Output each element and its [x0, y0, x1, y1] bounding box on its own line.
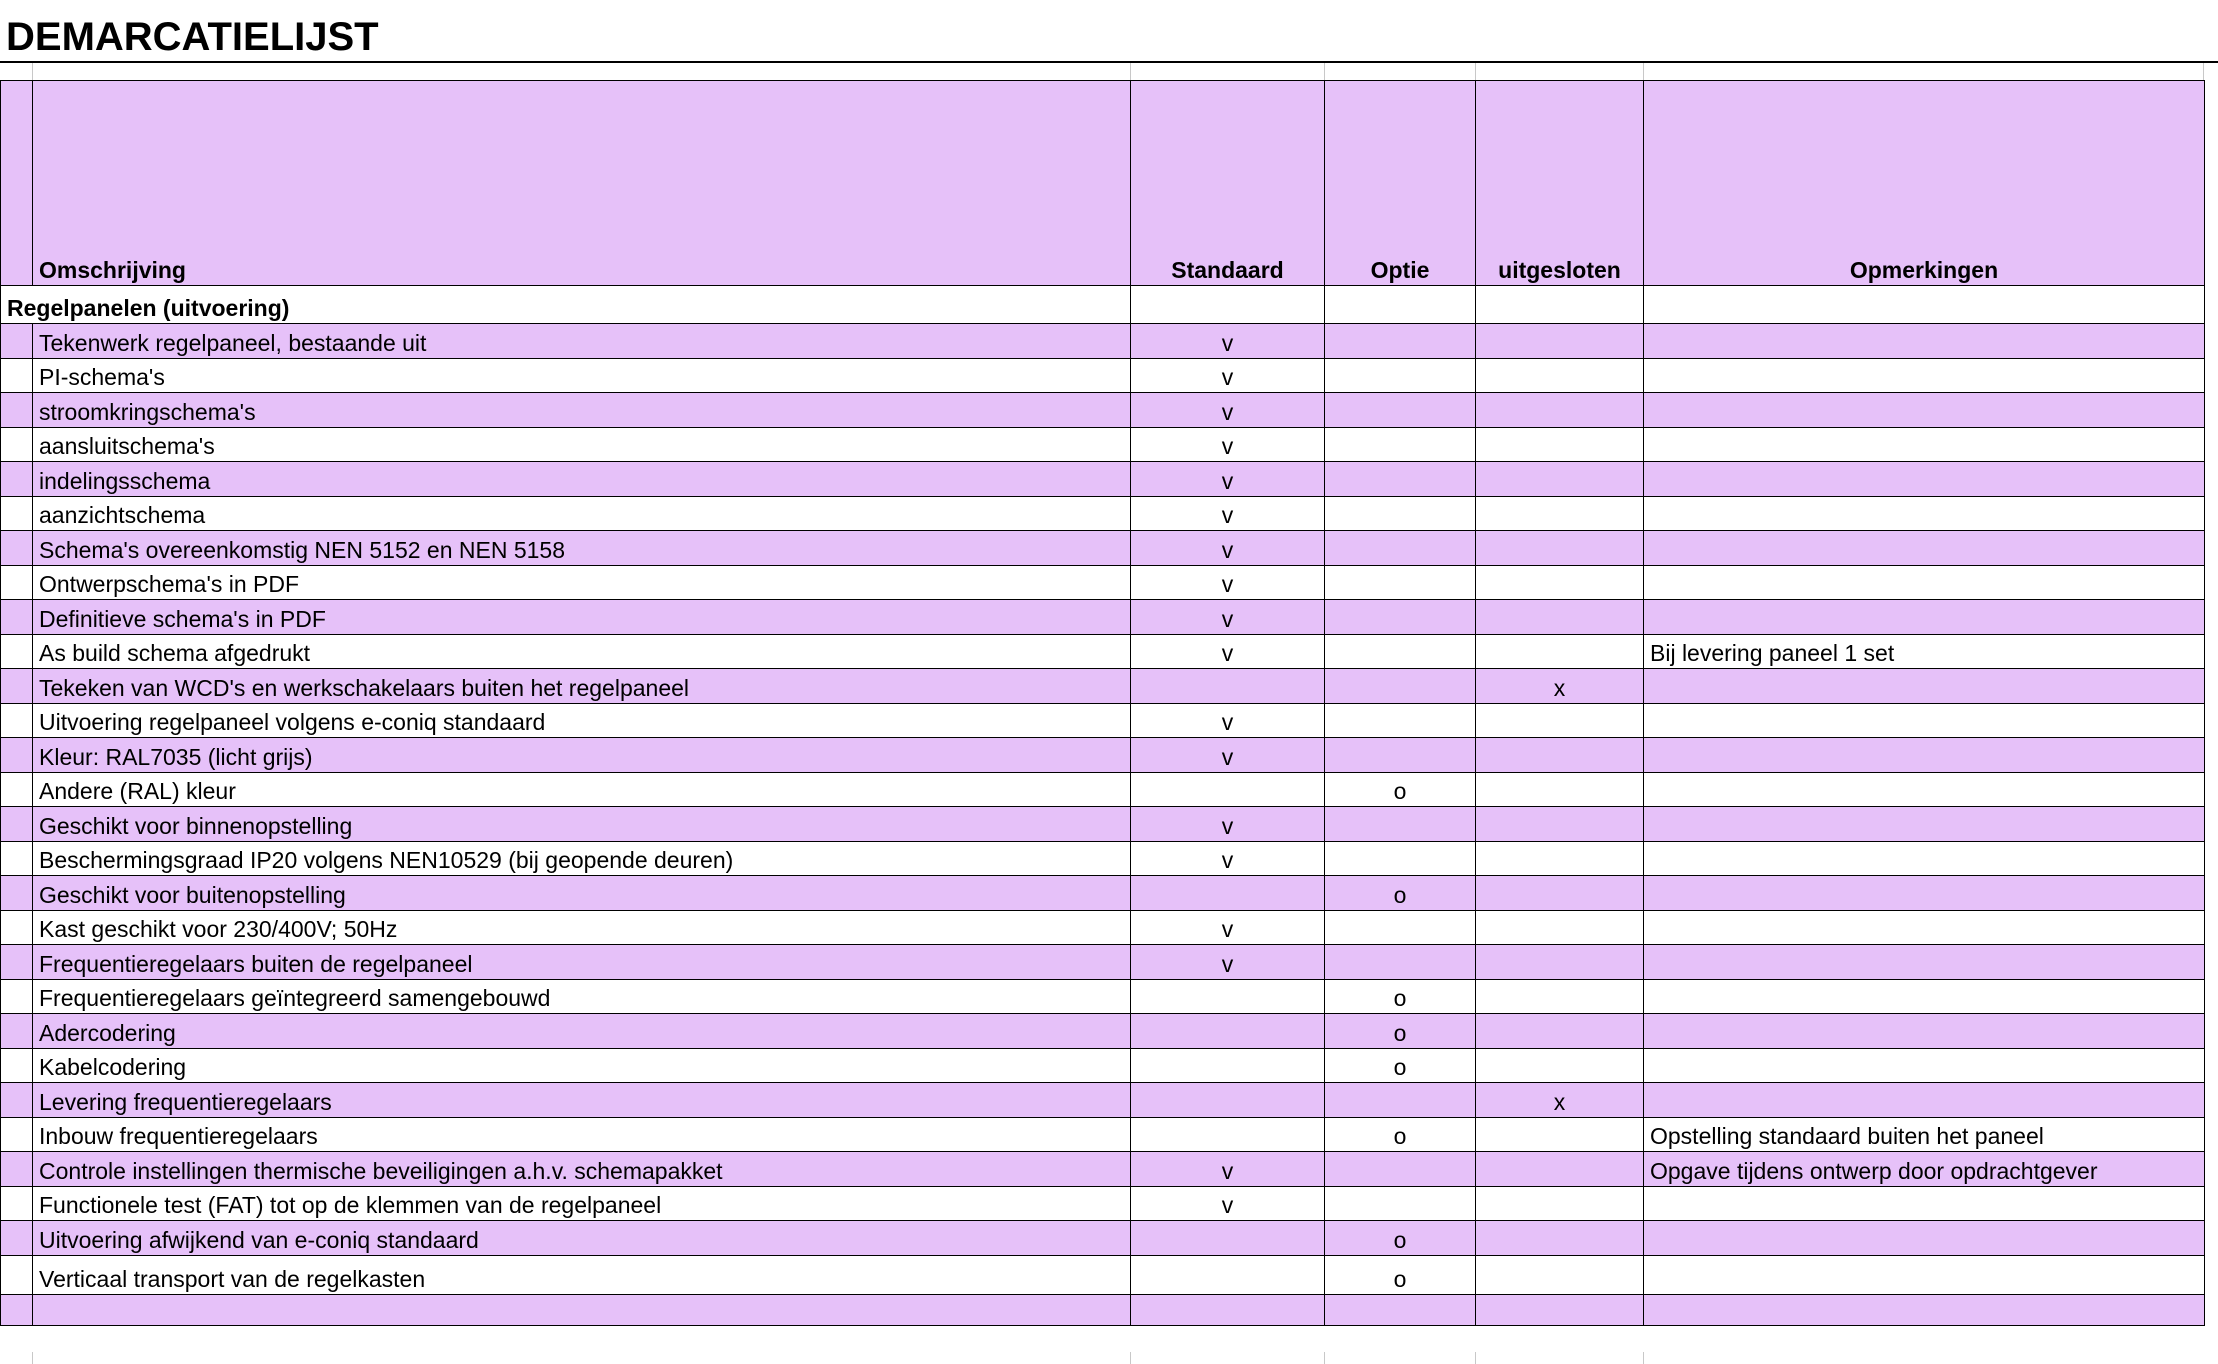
table-row [1, 427, 2205, 462]
opmerkingen-cell[interactable]: Opgave tijdens ontwerp door opdrachtgever [1644, 1152, 2205, 1187]
optie-cell[interactable] [1325, 1186, 1476, 1221]
row-index-cell[interactable] [1, 324, 33, 359]
standaard-cell[interactable] [1131, 876, 1325, 911]
optie-cell[interactable] [1325, 324, 1476, 359]
uitgesloten-cell[interactable] [1476, 531, 1644, 566]
table-row [1, 1117, 2205, 1152]
gridline [1475, 63, 1476, 81]
optie-cell[interactable] [1325, 358, 1476, 393]
table-row [1, 358, 2205, 393]
gridline [1324, 1352, 1325, 1364]
opmerkingen-cell[interactable] [1644, 324, 2205, 359]
gridline [1643, 63, 1644, 81]
description-cell[interactable]: Geschikt voor buitenopstelling [33, 876, 1131, 911]
opmerkingen-cell[interactable] [1644, 1048, 2205, 1083]
uitgesloten-cell[interactable]: x [1476, 1083, 1644, 1118]
description-cell[interactable]: Kabelcodering [33, 1048, 1131, 1083]
header-omschrijving[interactable]: Omschrijving [33, 81, 1131, 286]
opmerkingen-cell[interactable] [1644, 910, 2205, 945]
row-index-cell[interactable] [1, 738, 33, 773]
gridline [1130, 63, 1131, 81]
row-index-cell[interactable] [1, 565, 33, 600]
description-cell[interactable]: Frequentieregelaars buiten de regelpaneel [33, 945, 1131, 980]
opmerkingen-cell[interactable] [1644, 358, 2205, 393]
optie-cell[interactable] [1325, 531, 1476, 566]
description-cell[interactable]: Geschikt voor binnenopstelling [33, 807, 1131, 842]
uitgesloten-cell[interactable] [1476, 945, 1644, 980]
cell[interactable] [1644, 286, 2205, 324]
table-row [1, 393, 2205, 428]
row-index-cell[interactable] [1, 807, 33, 842]
table-row [1, 945, 2205, 980]
uitgesloten-cell[interactable] [1476, 1048, 1644, 1083]
row-index-cell[interactable] [1, 669, 33, 704]
uitgesloten-cell[interactable] [1476, 703, 1644, 738]
optie-cell[interactable] [1325, 945, 1476, 980]
uitgesloten-cell[interactable] [1476, 565, 1644, 600]
standaard-cell[interactable]: v [1131, 910, 1325, 945]
table-row [1, 807, 2205, 842]
optie-cell[interactable] [1325, 703, 1476, 738]
description-cell[interactable]: Ontwerpschema's in PDF [33, 565, 1131, 600]
standaard-cell[interactable]: v [1131, 324, 1325, 359]
uitgesloten-cell[interactable] [1476, 496, 1644, 531]
uitgesloten-cell[interactable] [1476, 1152, 1644, 1187]
table-row [1, 1186, 2205, 1221]
uitgesloten-cell[interactable] [1476, 738, 1644, 773]
table-row [1, 738, 2205, 773]
uitgesloten-cell[interactable] [1476, 1186, 1644, 1221]
row-index-cell[interactable] [1, 1014, 33, 1049]
optie-cell[interactable] [1325, 565, 1476, 600]
uitgesloten-cell[interactable] [1476, 462, 1644, 497]
opmerkingen-cell[interactable] [1644, 772, 2205, 807]
section-row [1, 286, 2205, 324]
standaard-cell[interactable] [1131, 1014, 1325, 1049]
standaard-cell[interactable]: v [1131, 807, 1325, 842]
opmerkingen-cell[interactable] [1644, 600, 2205, 635]
table-row [1, 1048, 2205, 1083]
gridline [1324, 63, 1325, 81]
opmerkingen-cell[interactable] [1644, 669, 2205, 704]
table-row [1, 1255, 2205, 1294]
table-row [1, 1152, 2205, 1187]
table-row [1, 565, 2205, 600]
standaard-cell[interactable]: v [1131, 358, 1325, 393]
row-index-cell[interactable] [1, 496, 33, 531]
uitgesloten-cell[interactable] [1476, 393, 1644, 428]
uitgesloten-cell[interactable] [1476, 427, 1644, 462]
description-cell[interactable]: Schema's overeenkomstig NEN 5152 en NEN 5158 [33, 531, 1131, 566]
standaard-cell[interactable]: v [1131, 496, 1325, 531]
opmerkingen-cell[interactable] [1644, 738, 2205, 773]
standaard-cell[interactable]: v [1131, 703, 1325, 738]
row-index-cell[interactable] [1, 462, 33, 497]
opmerkingen-cell[interactable] [1644, 979, 2205, 1014]
description-cell[interactable]: aansluitschema's [33, 427, 1131, 462]
uitgesloten-cell[interactable] [1476, 1117, 1644, 1152]
row-index-cell[interactable] [1, 979, 33, 1014]
description-cell[interactable]: Tekenwerk regelpaneel, bestaande uit [33, 324, 1131, 359]
gridline [1475, 1352, 1476, 1364]
table-row [1, 669, 2205, 704]
opmerkingen-cell[interactable] [1644, 1255, 2205, 1294]
opmerkingen-cell[interactable] [1644, 462, 2205, 497]
opmerkingen-cell[interactable] [1644, 876, 2205, 911]
cell[interactable] [1131, 286, 1325, 324]
description-cell[interactable]: Controle instellingen thermische beveiligingen a.h.v. schemapakket [33, 1152, 1131, 1187]
opmerkingen-cell[interactable] [1644, 393, 2205, 428]
header-row [1, 81, 2205, 286]
description-cell[interactable]: Adercodering [33, 1014, 1131, 1049]
row-index-cell[interactable] [1, 772, 33, 807]
table-row [1, 1294, 2205, 1325]
description-cell[interactable]: stroomkringschema's [33, 393, 1131, 428]
page-title: DEMARCATIELIJST [6, 15, 379, 59]
optie-cell[interactable]: o [1325, 876, 1476, 911]
optie-cell[interactable]: o [1325, 1117, 1476, 1152]
row-index-cell[interactable] [1, 1294, 33, 1325]
uitgesloten-cell[interactable]: x [1476, 669, 1644, 704]
row-index-cell[interactable] [1, 358, 33, 393]
standaard-cell[interactable] [1131, 1255, 1325, 1294]
standaard-cell[interactable] [1131, 1083, 1325, 1118]
uitgesloten-cell[interactable] [1476, 1294, 1644, 1325]
row-index-cell[interactable] [1, 945, 33, 980]
description-cell[interactable]: Andere (RAL) kleur [33, 772, 1131, 807]
uitgesloten-cell[interactable] [1476, 910, 1644, 945]
row-index-cell[interactable] [1, 531, 33, 566]
standaard-cell[interactable]: v [1131, 393, 1325, 428]
row-index-cell[interactable] [1, 910, 33, 945]
table-row [1, 462, 2205, 497]
uitgesloten-cell[interactable] [1476, 600, 1644, 635]
description-cell[interactable]: Inbouw frequentieregelaars [33, 1117, 1131, 1152]
standaard-cell[interactable] [1131, 1048, 1325, 1083]
standaard-cell[interactable]: v [1131, 738, 1325, 773]
optie-cell[interactable] [1325, 1152, 1476, 1187]
opmerkingen-cell[interactable] [1644, 807, 2205, 842]
optie-cell[interactable] [1325, 669, 1476, 704]
optie-cell[interactable] [1325, 462, 1476, 497]
row-index-cell[interactable] [1, 427, 33, 462]
table-row [1, 531, 2205, 566]
table-row [1, 1221, 2205, 1256]
description-cell[interactable]: Functionele test (FAT) tot op de klemmen van de regelpaneel [33, 1186, 1131, 1221]
description-cell[interactable]: Verticaal transport van de regelkasten [33, 1255, 1131, 1294]
optie-cell[interactable] [1325, 393, 1476, 428]
description-cell[interactable]: Levering frequentieregelaars [33, 1083, 1131, 1118]
row-index-cell[interactable] [1, 1221, 33, 1256]
description-cell[interactable]: Tekeken van WCD's en werkschakelaars buiten het regelpaneel [33, 669, 1131, 704]
gridline [1643, 1352, 1644, 1364]
standaard-cell[interactable] [1131, 1294, 1325, 1325]
standaard-cell[interactable]: v [1131, 462, 1325, 497]
row-index-cell[interactable] [1, 1255, 33, 1294]
optie-cell[interactable]: o [1325, 1048, 1476, 1083]
opmerkingen-cell[interactable] [1644, 496, 2205, 531]
description-cell[interactable]: Definitieve schema's in PDF [33, 600, 1131, 635]
standaard-cell[interactable]: v [1131, 427, 1325, 462]
standaard-cell[interactable]: v [1131, 945, 1325, 980]
table-row [1, 876, 2205, 911]
table-row [1, 910, 2205, 945]
gridline [2203, 63, 2204, 81]
opmerkingen-cell[interactable] [1644, 1186, 2205, 1221]
uitgesloten-cell[interactable] [1476, 1221, 1644, 1256]
table-row [1, 1083, 2205, 1118]
header-standaard[interactable]: Standaard [1131, 81, 1325, 286]
opmerkingen-cell[interactable] [1644, 841, 2205, 876]
standaard-cell[interactable] [1131, 979, 1325, 1014]
optie-cell[interactable] [1325, 600, 1476, 635]
description-cell[interactable]: Uitvoering regelpaneel volgens e-coniq standaard [33, 703, 1131, 738]
description-cell[interactable]: Frequentieregelaars geïntegreerd samengebouwd [33, 979, 1131, 1014]
standaard-cell[interactable] [1131, 1221, 1325, 1256]
uitgesloten-cell[interactable] [1476, 876, 1644, 911]
row-index-cell[interactable] [1, 1117, 33, 1152]
optie-cell[interactable]: o [1325, 979, 1476, 1014]
table-row [1, 703, 2205, 738]
optie-cell[interactable] [1325, 1083, 1476, 1118]
optie-cell[interactable] [1325, 910, 1476, 945]
opmerkingen-cell[interactable] [1644, 565, 2205, 600]
standaard-cell[interactable]: v [1131, 1186, 1325, 1221]
description-cell[interactable] [33, 1294, 1131, 1325]
description-cell[interactable]: As build schema afgedrukt [33, 634, 1131, 669]
standaard-cell[interactable]: v [1131, 531, 1325, 566]
description-cell[interactable]: aanzichtschema [33, 496, 1131, 531]
description-cell[interactable]: PI-schema's [33, 358, 1131, 393]
opmerkingen-cell[interactable] [1644, 531, 2205, 566]
uitgesloten-cell[interactable] [1476, 324, 1644, 359]
title-divider [0, 61, 2218, 63]
header-optie[interactable]: Optie [1325, 81, 1476, 286]
optie-cell[interactable] [1325, 427, 1476, 462]
optie-cell[interactable]: o [1325, 1255, 1476, 1294]
header-index-cell [1, 81, 33, 286]
standaard-cell[interactable] [1131, 772, 1325, 807]
opmerkingen-cell[interactable] [1644, 945, 2205, 980]
opmerkingen-cell[interactable]: Bij levering paneel 1 set [1644, 634, 2205, 669]
gridline [32, 1352, 33, 1364]
uitgesloten-cell[interactable] [1476, 1255, 1644, 1294]
description-cell[interactable]: Beschermingsgraad IP20 volgens NEN10529 (bij geopende deuren) [33, 841, 1131, 876]
description-cell[interactable]: indelingsschema [33, 462, 1131, 497]
gridline [32, 63, 33, 81]
optie-cell[interactable] [1325, 634, 1476, 669]
description-cell[interactable]: Kast geschikt voor 230/400V; 50Hz [33, 910, 1131, 945]
row-index-cell[interactable] [1, 1152, 33, 1187]
header-uitgesloten[interactable]: uitgesloten [1476, 81, 1644, 286]
opmerkingen-cell[interactable] [1644, 1294, 2205, 1325]
row-index-cell[interactable] [1, 600, 33, 635]
row-index-cell[interactable] [1, 1186, 33, 1221]
optie-cell[interactable] [1325, 841, 1476, 876]
standaard-cell[interactable]: v [1131, 600, 1325, 635]
row-index-cell[interactable] [1, 841, 33, 876]
uitgesloten-cell[interactable] [1476, 841, 1644, 876]
opmerkingen-cell[interactable] [1644, 1014, 2205, 1049]
description-cell[interactable]: Uitvoering afwijkend van e-coniq standaard [33, 1221, 1131, 1256]
cell[interactable] [1476, 286, 1644, 324]
uitgesloten-cell[interactable] [1476, 634, 1644, 669]
demarcation-table [0, 80, 2205, 1326]
optie-cell[interactable] [1325, 496, 1476, 531]
table-row [1, 496, 2205, 531]
optie-cell[interactable]: o [1325, 772, 1476, 807]
table-row [1, 841, 2205, 876]
row-index-cell[interactable] [1, 634, 33, 669]
uitgesloten-cell[interactable] [1476, 772, 1644, 807]
row-index-cell[interactable] [1, 1083, 33, 1118]
standaard-cell[interactable] [1131, 1117, 1325, 1152]
row-index-cell[interactable] [1, 1048, 33, 1083]
optie-cell[interactable] [1325, 807, 1476, 842]
table-row [1, 600, 2205, 635]
opmerkingen-cell[interactable] [1644, 1221, 2205, 1256]
row-index-cell[interactable] [1, 393, 33, 428]
opmerkingen-cell[interactable] [1644, 703, 2205, 738]
standaard-cell[interactable] [1131, 669, 1325, 704]
opmerkingen-cell[interactable] [1644, 427, 2205, 462]
standaard-cell[interactable]: v [1131, 634, 1325, 669]
row-index-cell[interactable] [1, 876, 33, 911]
standaard-cell[interactable]: v [1131, 841, 1325, 876]
standaard-cell[interactable]: v [1131, 1152, 1325, 1187]
opmerkingen-cell[interactable]: Opstelling standaard buiten het paneel [1644, 1117, 2205, 1152]
uitgesloten-cell[interactable] [1476, 358, 1644, 393]
opmerkingen-cell[interactable] [1644, 1083, 2205, 1118]
uitgesloten-cell[interactable] [1476, 1014, 1644, 1049]
header-opmerkingen[interactable]: Opmerkingen [1644, 81, 2205, 286]
row-index-cell[interactable] [1, 703, 33, 738]
uitgesloten-cell[interactable] [1476, 807, 1644, 842]
table-row [1, 772, 2205, 807]
standaard-cell[interactable]: v [1131, 565, 1325, 600]
optie-cell[interactable]: o [1325, 1014, 1476, 1049]
section-title[interactable]: Regelpanelen (uitvoering) [1, 286, 1131, 324]
optie-cell[interactable] [1325, 738, 1476, 773]
uitgesloten-cell[interactable] [1476, 979, 1644, 1014]
gridline [1130, 1352, 1131, 1364]
table-row [1, 1014, 2205, 1049]
optie-cell[interactable] [1325, 1294, 1476, 1325]
table-row [1, 634, 2205, 669]
description-cell[interactable]: Kleur: RAL7035 (licht grijs) [33, 738, 1131, 773]
table-row [1, 979, 2205, 1014]
cell[interactable] [1325, 286, 1476, 324]
table-row [1, 324, 2205, 359]
optie-cell[interactable]: o [1325, 1221, 1476, 1256]
